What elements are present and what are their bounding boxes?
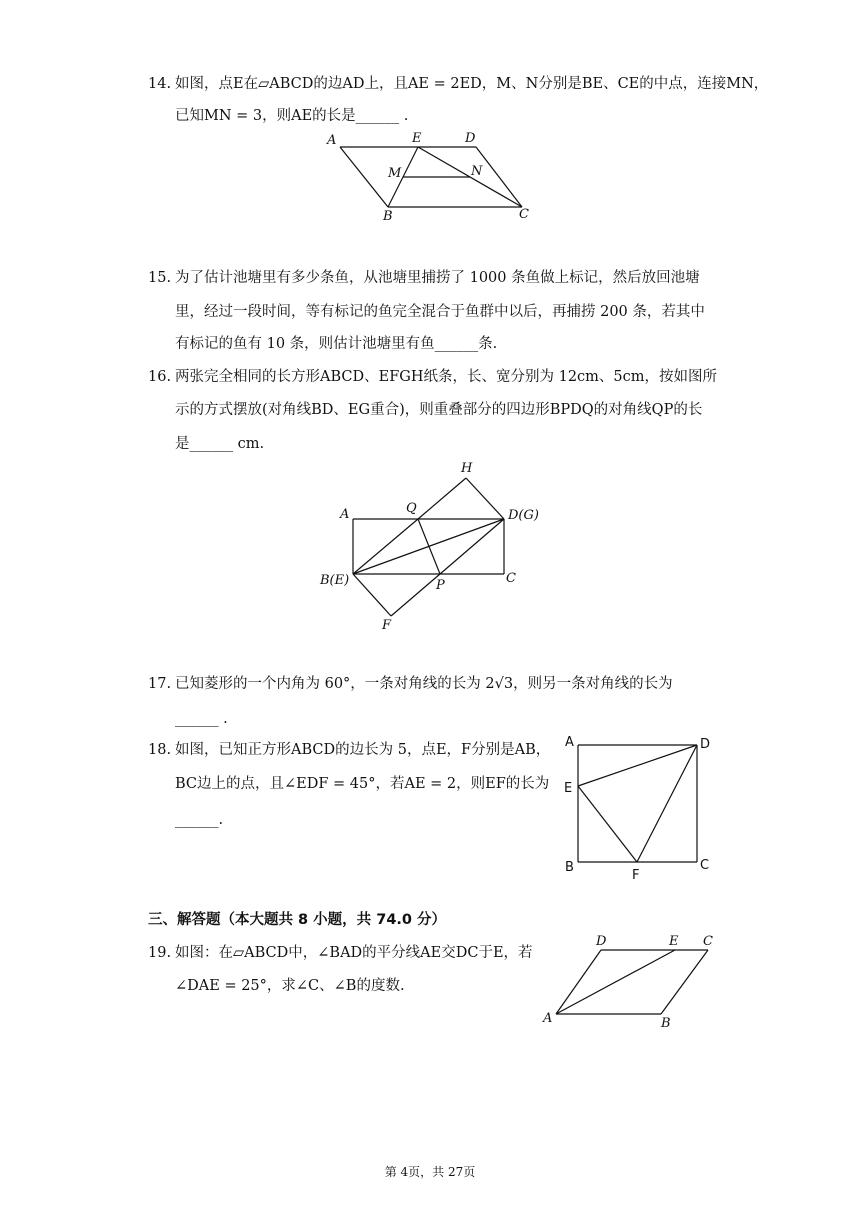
- label-c: C: [703, 934, 713, 949]
- label-b: B: [565, 860, 574, 875]
- question-16-line-2: 示的方式摆放(对角线BD、EG重合)，则重叠部分的四边形BPDQ的对角线QP的长: [175, 402, 703, 418]
- question-18-line-2: BC边上的点，且∠EDF = 45°，若AE = 2，则EF的长为: [175, 776, 550, 792]
- question-18-line-3: ______.: [175, 812, 224, 828]
- question-15-line-1: 为了估计池塘里有多少条鱼，从池塘里捕捞了 1000 条鱼做上标记，然后放回池塘: [175, 270, 700, 286]
- label-a: A: [543, 1011, 553, 1026]
- label-a: A: [565, 735, 574, 750]
- question-19-line-1: 如图：在▱ABCD中，∠BAD的平分线AE交DC于E，若: [175, 945, 533, 961]
- question-number-19: 19.: [148, 945, 172, 961]
- question-17-line-1: 已知菱形的一个内角为 60°，一条对角线的长为 2√3，则另一条对角线的长为: [175, 676, 673, 692]
- label-p: P: [436, 578, 445, 593]
- question-16-line-3: 是______ cm.: [175, 436, 265, 452]
- question-number-16: 16.: [148, 369, 172, 385]
- label-d: D: [700, 737, 711, 752]
- label-c: C: [519, 207, 529, 222]
- label-c: C: [700, 858, 710, 873]
- question-15-line-3: 有标记的鱼有 10 条，则估计池塘里有鱼______条.: [175, 336, 498, 352]
- label-n: N: [471, 164, 483, 179]
- label-a: A: [327, 133, 337, 148]
- label-e: E: [412, 131, 422, 146]
- label-f: F: [632, 868, 640, 883]
- question-number-17: 17.: [148, 676, 172, 692]
- label-b: B: [661, 1016, 671, 1031]
- edge-ad: [556, 950, 601, 1014]
- question-14-line-2: 已知MN = 3，则AE的长是______ .: [175, 108, 409, 124]
- question-number-14: 14.: [148, 76, 172, 92]
- label-d: D: [465, 131, 476, 146]
- question-19-line-2: ∠DAE = 25°，求∠C、∠B的度数.: [175, 978, 405, 994]
- question-number-18: 18.: [148, 742, 172, 758]
- question-17-line-2: ______ .: [175, 711, 228, 727]
- page-footer: 第 4页，共 27页: [384, 1165, 476, 1179]
- label-e: E: [564, 781, 573, 796]
- label-m: M: [388, 166, 402, 181]
- question-15-line-2: 里，经过一段时间，等有标记的鱼完全混合于鱼群中以后，再捕捞 200 条，若其中: [175, 304, 705, 320]
- question-14-line-1: 如图，点E在▱ABCD的边AD上，且AE = 2ED，M、N分别是BE、CE的中点，连接MN，: [175, 76, 769, 92]
- question-number-15: 15.: [148, 270, 172, 286]
- label-dg: D(G): [508, 508, 539, 523]
- label-b: B: [383, 209, 393, 224]
- label-e: E: [669, 934, 679, 949]
- label-f: F: [382, 618, 392, 633]
- label-d: D: [596, 934, 607, 949]
- label-a: A: [340, 507, 350, 522]
- label-q: Q: [406, 501, 417, 516]
- edge-cb: [661, 950, 708, 1014]
- segment-ae: [556, 950, 675, 1014]
- label-h: H: [461, 461, 473, 476]
- question-18-line-1: 如图，已知正方形ABCD的边长为 5，点E，F分别是AB，: [175, 742, 551, 758]
- section-heading: 三、解答题（本大题共 8 小题，共 74.0 分）: [148, 912, 447, 928]
- question-16-line-1: 两张完全相同的长方形ABCD、EFGH纸条，长、宽分别为 12cm、5cm，按如图所: [175, 369, 718, 385]
- label-c: C: [506, 571, 516, 586]
- label-be: B(E): [320, 573, 350, 588]
